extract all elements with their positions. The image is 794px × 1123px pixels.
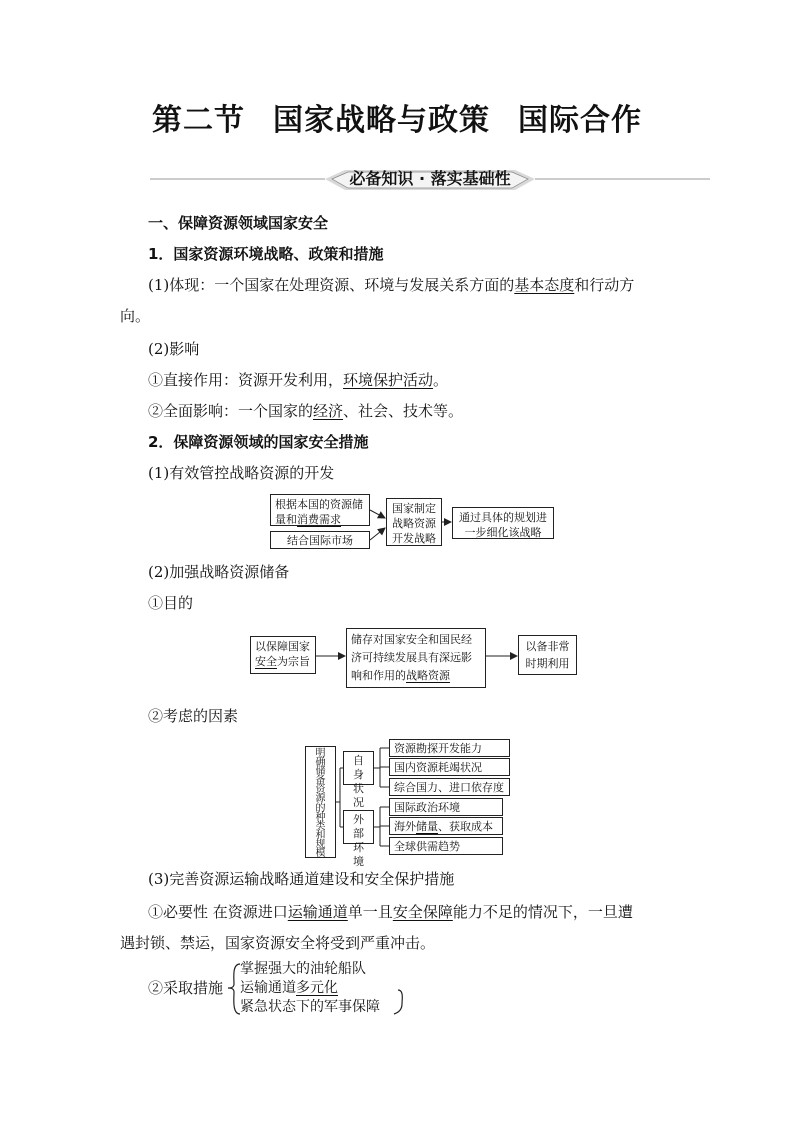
- d3-root-char: 和: [315, 829, 326, 841]
- d1-box-market: 结合国际市场: [270, 531, 370, 549]
- paragraph-7: ①目的: [148, 594, 194, 612]
- d3-root-char: 模: [315, 848, 326, 860]
- paragraph-3: ①直接作用：资源开发利用，环境保护活动。: [148, 371, 449, 389]
- banner-label: 必备知识 · 落实基础性: [349, 169, 511, 188]
- subheading-2: 2．保障资源领域的国家安全措施: [148, 433, 369, 451]
- d3-root-char: 的: [315, 802, 326, 814]
- d3-root-char: 源: [315, 793, 326, 805]
- paragraph-8: ②考虑的因素: [148, 707, 239, 725]
- paragraph-1-cont: 向。: [120, 307, 151, 325]
- paragraph-4: ②全面影响：一个国家的经济、社会、技术等。: [148, 402, 464, 420]
- d3-root-char: 明: [315, 748, 326, 759]
- measures-list: 掌握强大的油轮船队 运输通道多元化 紧急状态下的军事保障: [240, 961, 380, 1015]
- d1-box-reserves: 根据本国的资源储 量和消费需求: [270, 494, 370, 526]
- d2-box-purpose: 以保障国家 安全为宗旨: [250, 636, 316, 674]
- d3-item: 国内资源耗竭状况: [389, 758, 510, 776]
- paragraph-10: ①必要性 在资源进口运输通道单一且安全保障能力不足的情况下，一旦遭: [148, 903, 633, 921]
- paragraph-9: (3)完善资源运输战略通道建设和安全保护措施: [148, 870, 455, 888]
- d3-root-char: 规: [315, 838, 326, 850]
- d3-item: 全球供需趋势: [389, 837, 503, 855]
- paragraph-6: (2)加强战略资源储备: [148, 563, 290, 581]
- d3-group-internal: 自身 状况: [343, 751, 374, 785]
- page-title: 第二节 国家战略与政策 国际合作: [152, 103, 642, 138]
- d3-item: 国际政治环境: [389, 798, 503, 816]
- subheading-1: 1．国家资源环境战略、政策和措施: [148, 245, 384, 263]
- d1-box-plan: 通过具体的规划进 一步细化该战略: [452, 507, 554, 539]
- paragraph-1: (1)体现：一个国家在处理资源、环境与发展关系方面的基本态度和行动方: [148, 276, 635, 294]
- d1-box-strategy: 国家制定 战略资源 开发战略: [386, 498, 442, 546]
- d3-root-box: [305, 746, 336, 858]
- d3-group-external: 外部 环境: [343, 810, 374, 844]
- paragraph-10-cont: 遇封锁、禁运，国家资源安全将受到严重冲击。: [120, 934, 436, 952]
- section-heading-1: 一、保障资源领域国家安全: [148, 214, 329, 232]
- d2-box-emergency: 以备非常 时期利用: [518, 635, 577, 675]
- d3-root-char: 类: [315, 820, 326, 832]
- d3-root-char: 备: [315, 775, 326, 787]
- paragraph-2: (2)影响: [148, 340, 200, 358]
- d3-item: 综合国力、进口依存度: [389, 778, 510, 796]
- measures-label: ②采取措施: [148, 979, 224, 997]
- d3-item: 资源勘探开发能力: [389, 739, 510, 757]
- d3-root-char: 资: [315, 784, 326, 796]
- d3-root-char: 确: [315, 757, 326, 769]
- d3-root-char: 储: [315, 766, 326, 778]
- d3-root-char: 种: [315, 811, 326, 823]
- d3-item: 海外储量、获取成本: [389, 817, 503, 835]
- paragraph-5: (1)有效管控战略资源的开发: [148, 464, 335, 482]
- d2-box-store: 储存对国家安全和国民经 济可持续发展具有深远影 响和作用的战略资源: [346, 628, 486, 688]
